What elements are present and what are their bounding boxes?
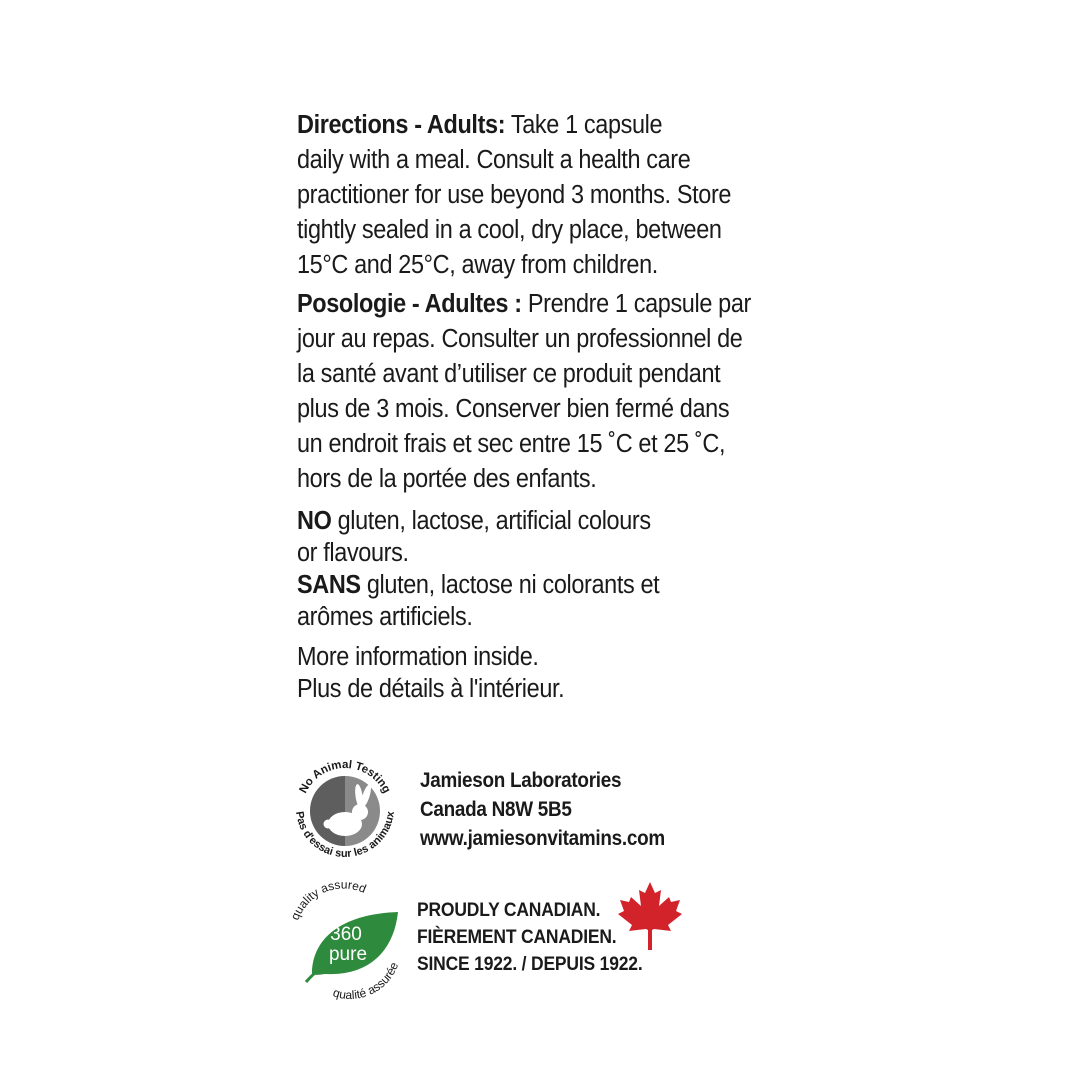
company-website: www.jamiesonvitamins.com (420, 827, 665, 850)
posologie-line: la santé avant d’utiliser ce produit pendant (297, 360, 721, 388)
posologie-line: plus de 3 mois. Conserver bien fermé dans (297, 395, 730, 423)
qualite-assuree-text: qualité assurée (331, 960, 402, 1003)
directions-line: 15°C and 25°C, away from children. (297, 251, 658, 279)
posologie-paragraph (297, 287, 757, 497)
posologie-heading: Posologie - Adultes : (297, 290, 522, 318)
posologie-line: hors de la portée des enfants. (297, 465, 597, 493)
svg-text:quality assured (288, 878, 368, 922)
posologie-line: Prendre 1 capsule par (521, 290, 751, 318)
proudly-canadian (417, 897, 642, 978)
directions-heading: Directions - Adults: (297, 111, 506, 139)
more-info-en: More information inside. (297, 643, 539, 671)
directions-line: tightly sealed in a cool, dry place, between (297, 216, 722, 244)
free-from-fr-line: arômes artificiels. (297, 603, 473, 631)
maple-leaf-icon (616, 880, 684, 952)
free-from-fr-line: gluten, lactose ni colorants et (360, 571, 660, 599)
label-text (297, 108, 757, 705)
free-from-en-line: gluten, lactose, artificial colours (331, 507, 651, 535)
more-info-fr: Plus de détails à l'intérieur. (297, 675, 565, 703)
posologie-line: jour au repas. Consulter un professionnel de (297, 325, 743, 353)
pure-word: pure (328, 944, 368, 965)
free-from-en-line: or flavours. (297, 539, 409, 567)
no-animal-testing-logo (282, 748, 408, 874)
free-from-en-label: NO (297, 507, 332, 535)
company-name: Jamieson Laboratories (420, 769, 622, 792)
more-info (297, 641, 757, 705)
company-postal: Canada N8W 5B5 (420, 798, 572, 821)
directions-line: practitioner for use beyond 3 months. Store (297, 181, 732, 209)
company-info (420, 766, 665, 853)
pas-dessai-text: Pas d'essai sur les animaux (293, 810, 397, 861)
no-animal-testing-text: No Animal Testing (297, 758, 393, 796)
directions-line: daily with a meal. Consult a health care (297, 146, 691, 174)
directions-line: Take 1 capsule (505, 111, 663, 139)
quality-assured-logo (282, 878, 408, 1004)
directions-paragraph (297, 108, 757, 283)
proudly-canadian-line2: FIÈREMENT CANADIEN. (417, 927, 617, 948)
free-from-fr (297, 569, 757, 633)
proudly-canadian-line1: PROUDLY CANADIAN. (417, 900, 601, 921)
posologie-line: un endroit frais et sec entre 15 ˚C et 25 ˚C, (297, 430, 726, 458)
proudly-canadian-line3: SINCE 1922. / DEPUIS 1922. (417, 954, 643, 975)
free-from-fr-label: SANS (297, 571, 361, 599)
pure-number: 360 (330, 924, 362, 945)
quality-assured-text: quality assured (287, 878, 369, 923)
free-from-en (297, 505, 757, 569)
